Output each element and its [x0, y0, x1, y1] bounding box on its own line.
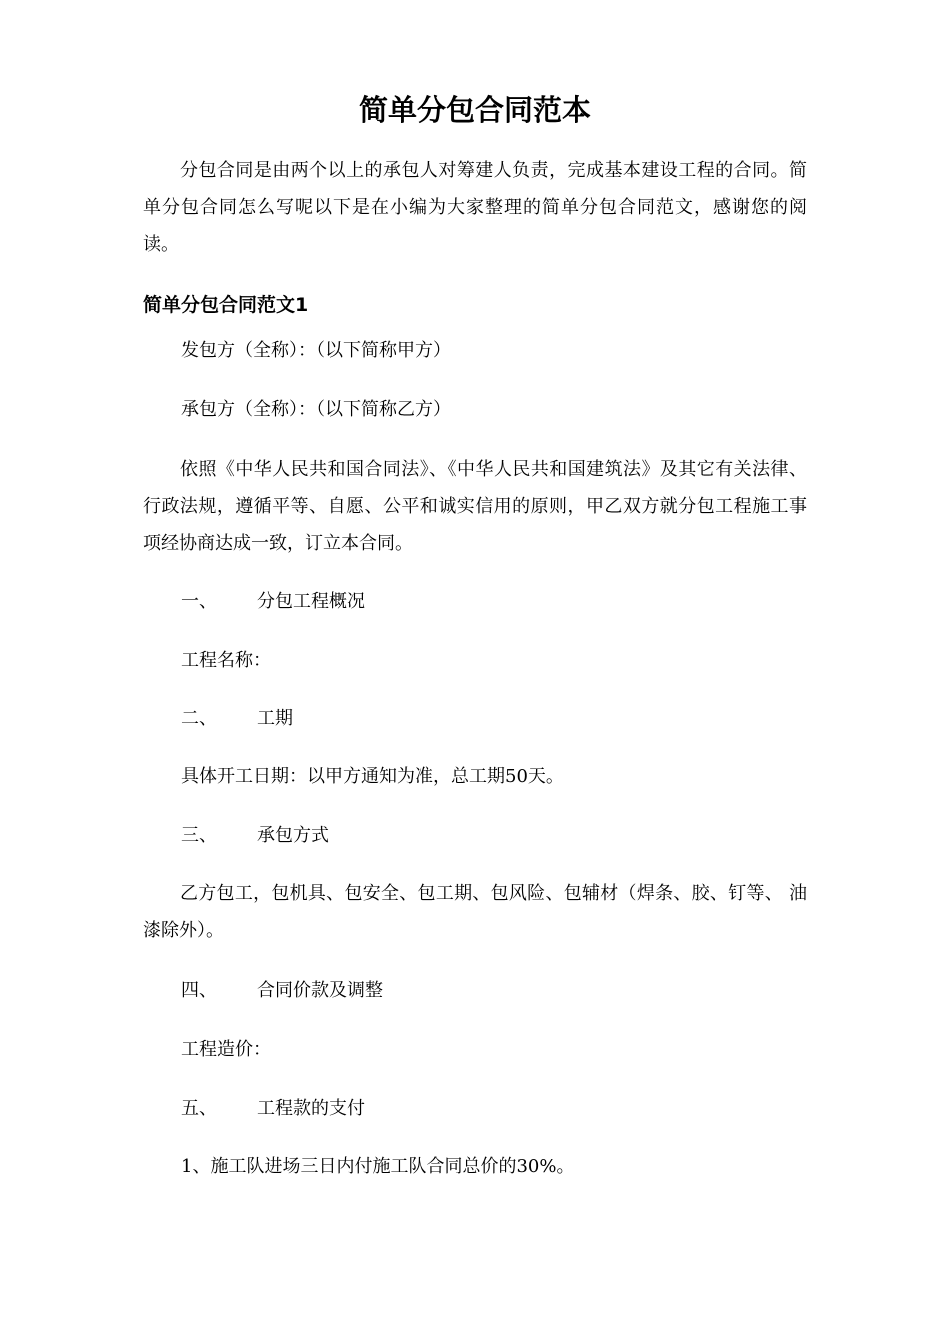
section-number: 四、: [181, 980, 217, 1001]
section-heading-sample-1: 简单分包合同范文1: [143, 294, 309, 316]
section-2-heading: [181, 700, 807, 737]
section-title: 合同价款及调整: [257, 980, 383, 1001]
section-number: 三、: [181, 825, 217, 846]
contract-mode-paragraph: 乙方包工，包机具、包安全、包工期、包风险、包辅材（焊条、胶、钉等、 油漆除外）。: [143, 883, 807, 941]
section-5-heading: [181, 1090, 807, 1127]
payment-item-1: 1、施工队进场三日内付施工队合同总价的30%。: [181, 1156, 575, 1177]
project-name-line: 工程名称：: [181, 650, 271, 671]
section-title: 工程款的支付: [257, 1098, 365, 1119]
intro-paragraph: 分包合同是由两个以上的承包人对筹建人负责，完成基本建设工程的合同。简单分包合同怎么写呢以下是在小编为大家整理的简单分包合同范文，感谢您的阅读。: [143, 160, 807, 255]
party-a-line: 发包方（全称）：（以下简称甲方）: [181, 340, 451, 361]
section-title: 工期: [257, 708, 293, 729]
party-b-line: 承包方（全称）：（以下简称乙方）: [181, 399, 451, 420]
section-3-heading: [181, 817, 807, 854]
document-title: 简单分包合同范本: [358, 93, 591, 127]
section-number: 二、: [181, 708, 217, 729]
section-number: 五、: [181, 1098, 217, 1119]
project-cost-line: 工程造价：: [181, 1039, 271, 1060]
section-title: 承包方式: [257, 825, 329, 846]
start-date-line: 具体开工日期：以甲方通知为准，总工期50天。: [181, 766, 564, 787]
section-1-heading: [181, 583, 807, 620]
section-4-heading: [181, 972, 807, 1009]
section-title: 分包工程概况: [257, 591, 365, 612]
section-number: 一、: [181, 591, 217, 612]
legal-basis-paragraph: 依照《中华人民共和国合同法》、《中华人民共和国建筑法》及其它有关法律、行政法规，遵循平等、自愿、公平和诚实信用的原则，甲乙双方就分包工程施工事项经协商达成一致，订立本合同。: [143, 459, 807, 554]
